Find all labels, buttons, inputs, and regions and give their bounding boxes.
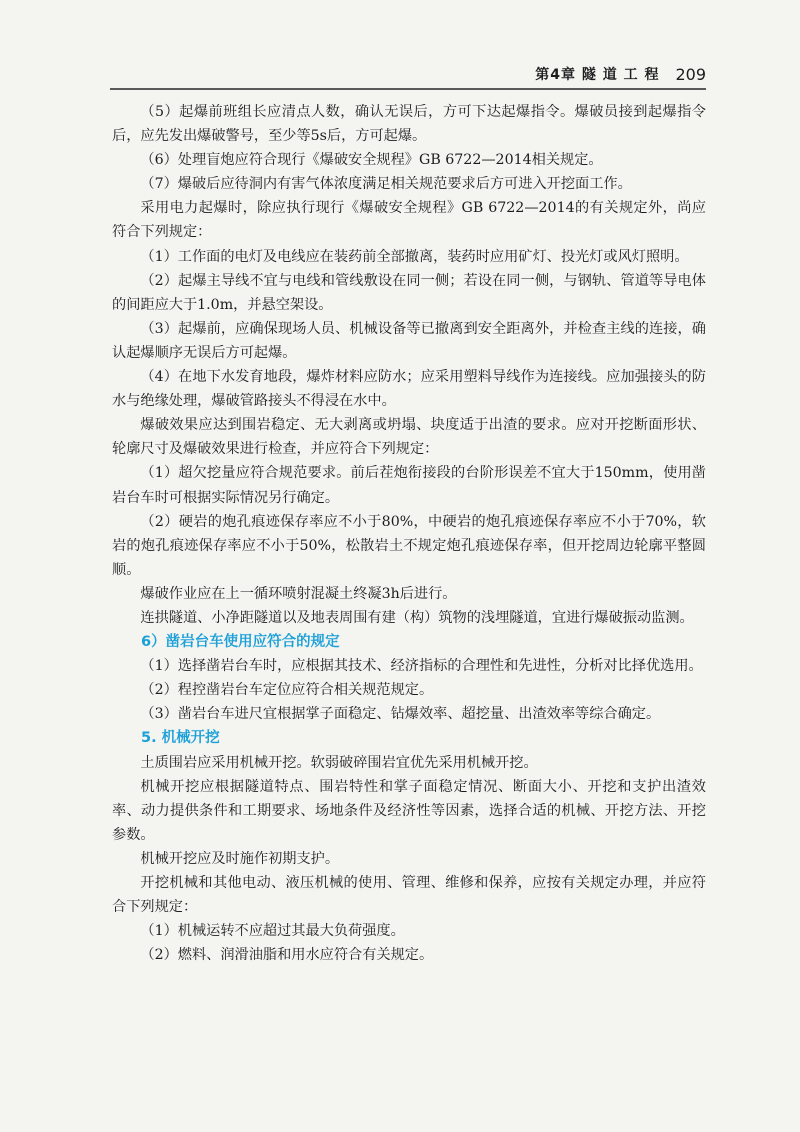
paragraph: 机械开挖应及时施作初期支护。 (140, 850, 340, 867)
paragraph: （3）起爆前，应确保现场人员、机械设备等已撤离到安全距离外，并检查主线的连接，确认起爆顺序无误后方可起爆。 (112, 320, 706, 361)
paragraph: 采用电力起爆时，除应执行现行《爆破安全规程》GB 6722—2014的有关规定外，尚应符合下列规定： (112, 200, 706, 241)
paragraph: 机械开挖应根据隧道特点、围岩特性和掌子面稳定情况、断面大小、开挖和支护出渣效率、动力提供条件和工期要求、场地条件及经济性等因素，选择合适的机械、开挖方法、开挖参数。 (112, 778, 706, 843)
paragraph: （4）在地下水发育地段，爆炸材料应防水；应采用塑料导线作为连接线。应加强接头的防水与绝缘处理，爆破管路接头不得浸在水中。 (112, 369, 706, 410)
paragraph: 爆破效果应达到围岩稳定、无大剥离或坍塌、块度适于出渣的要求。应对开挖断面形状、轮廓尺寸及爆破效果进行检查，并应符合下列规定： (112, 417, 706, 458)
paragraph: （2）起爆主导线不宜与电线和管线敷设在同一侧；若设在同一侧，与钢轨、管道等导电体的间距应大于1.0m，并悬空架设。 (112, 272, 706, 313)
paragraph: （1）机械运转不应超过其最大负荷强度。 (140, 923, 405, 940)
paragraph: （3）凿岩台车进尺宜根据掌子面稳定、钻爆效率、超挖量、出渣效率等综合确定。 (140, 706, 661, 723)
paragraph: （2）燃料、润滑油脂和用水应符合有关规定。 (140, 947, 434, 964)
paragraph: （1）选择凿岩台车时，应根据其技术、经济指标的合理性和先进性，分析对比择优选用。 (140, 658, 703, 675)
header-rule (110, 88, 706, 90)
page-number: 209 (675, 64, 706, 84)
paragraph: （2）硬岩的炮孔痕迹保存率应不小于80%，中硬岩的炮孔痕迹保存率应不小于70%，软岩的炮孔痕迹保存率应不小于50%，松散岩土不规定炮孔痕迹保存率，但开挖周边轮廓平整圆顺。 (112, 513, 706, 578)
paragraph: （5）起爆前班组长应清点人数，确认无误后，方可下达起爆指令。爆破员接到起爆指令后，应先发出爆破警号，至少等5s后，方可起爆。 (112, 104, 706, 145)
paragraph: 连拱隧道、小净距隧道以及地表周围有建（构）筑物的浅埋隧道，宜进行爆破振动监测。 (140, 609, 694, 626)
paragraph: （7）爆破后应待洞内有害气体浓度满足相关规范要求后方可进入开挖面工作。 (140, 176, 632, 193)
paragraph: 土质围岩应采用机械开挖。软弱破碎围岩宜优先采用机械开挖。 (140, 754, 538, 771)
paragraph: 爆破作业应在上一循环喷射混凝土终凝3h后进行。 (140, 585, 457, 602)
paragraph: （2）程控凿岩台车定位应符合相关规范规定。 (140, 682, 434, 699)
paragraph: （1）工作面的电灯及电线应在装药前全部撤离，装药时应用矿灯、投光灯或风灯照明。 (140, 248, 689, 265)
chapter-title: 第4章 隧 道 工 程 (535, 67, 660, 83)
section-heading-drill-jumbo: 6）凿岩台车使用应符合的规定 (141, 634, 340, 651)
section-heading-mechanical-excavation: 5. 机械开挖 (141, 730, 220, 747)
body-text (112, 100, 706, 967)
paragraph: （1）超欠挖量应符合规范要求。前后茬炮衔接段的台阶形误差不宜大于150mm，使用凿岩台车时可根据实际情况另行确定。 (112, 465, 706, 506)
paragraph: （6）处理盲炮应符合现行《爆破安全规程》GB 6722—2014相关规定。 (140, 152, 603, 169)
running-header (110, 62, 706, 86)
paragraph: 开挖机械和其他电动、液压机械的使用、管理、维修和保养，应按有关规定办理，并应符合下列规定： (112, 875, 706, 916)
